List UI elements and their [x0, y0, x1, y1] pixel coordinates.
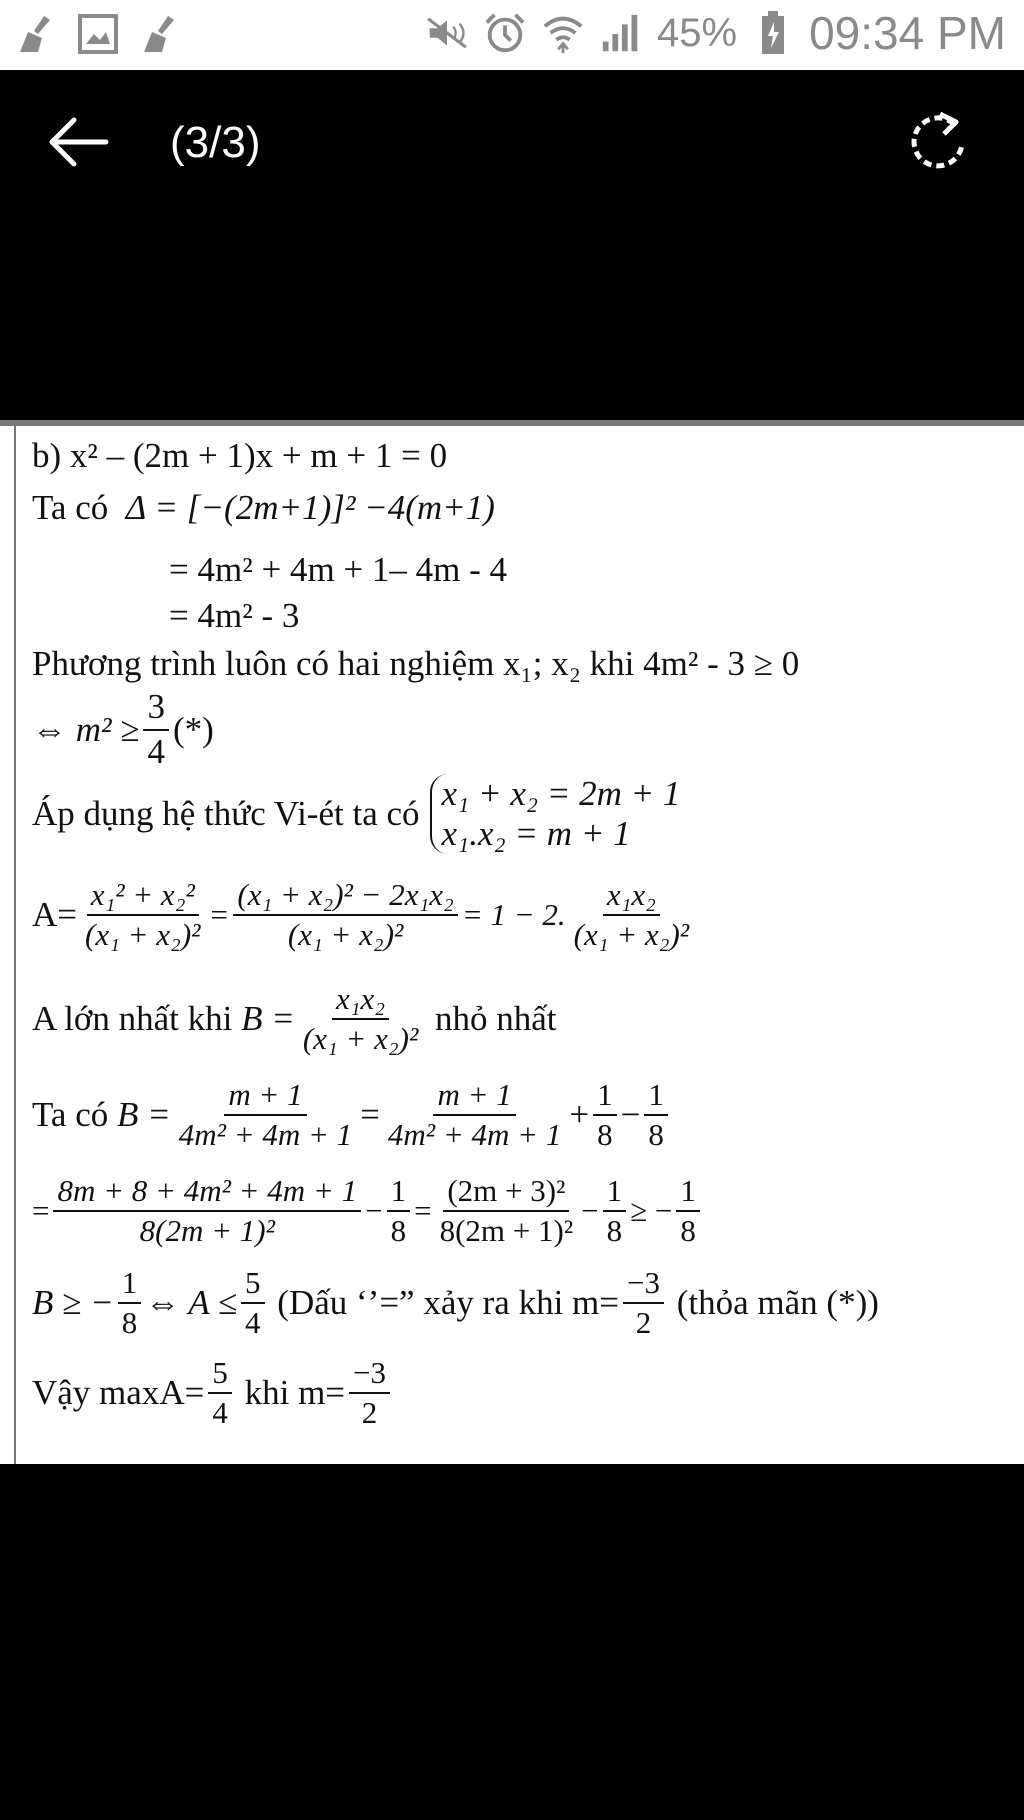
math: = 4m² + 4m + 1– 4m - 4 — [169, 550, 508, 589]
math: B = — [241, 999, 295, 1039]
denominator: 4 — [212, 1395, 228, 1431]
numerator: 1 — [593, 1078, 617, 1116]
fraction — [208, 1356, 232, 1430]
page-title: (3/3) — [170, 118, 261, 167]
equation-system — [430, 774, 681, 854]
math: ⇔ A ≤ — [145, 1283, 238, 1323]
text: Vậy maxA= — [32, 1373, 205, 1413]
numerator: 1 — [387, 1174, 411, 1212]
numerator: 1 — [603, 1174, 627, 1212]
fraction — [387, 1174, 411, 1248]
line-equality — [32, 1266, 879, 1340]
system-eq-2: x₁.x₂ = m + 1 — [441, 814, 631, 853]
numerator: −3 — [623, 1266, 664, 1304]
refresh-button[interactable] — [904, 108, 974, 178]
denominator: 8 — [597, 1117, 613, 1153]
battery-percentage: 45% — [657, 10, 738, 55]
numerator: 5 — [208, 1356, 232, 1394]
fraction — [241, 1266, 265, 1340]
denominator: 4 — [147, 731, 165, 771]
fraction — [175, 1078, 356, 1152]
denominator: 4 — [245, 1305, 261, 1341]
denominator: 4m² + 4m + 1 — [387, 1117, 562, 1153]
refresh-icon — [904, 108, 974, 178]
fraction — [143, 688, 169, 771]
fraction — [299, 982, 422, 1056]
numerator: 1 — [644, 1078, 668, 1116]
line-B-expression — [32, 1078, 672, 1152]
fraction — [436, 1174, 578, 1248]
wifi-icon — [541, 9, 585, 57]
line-B-simplify — [32, 1174, 704, 1248]
app-bar — [0, 70, 1024, 420]
text: = — [360, 1095, 380, 1135]
numerator: m + 1 — [224, 1078, 306, 1116]
fraction — [593, 1078, 617, 1152]
fraction — [349, 1356, 390, 1430]
math: Δ = [−(2m+1)]² −4(m+1) — [125, 488, 495, 527]
numerator: x₁x₂ — [603, 878, 660, 916]
text: nhỏ nhất — [435, 999, 557, 1039]
line-A-max — [32, 982, 557, 1056]
denominator: (x₁ + x₂)² — [302, 1021, 419, 1057]
line-m-condition — [32, 688, 214, 771]
text: Phương trình luôn có hai nghiệm x₁; x₂ khi 4m² - 3 ≥ 0 — [32, 644, 800, 683]
text: (Dấu ‘’=” xảy ra khi m= — [277, 1283, 620, 1323]
text: khi m= — [244, 1373, 346, 1413]
arrow-left-icon — [44, 112, 114, 172]
back-button[interactable] — [44, 112, 114, 172]
numerator: (x₁ + x₂)² − 2x₁x₂ — [233, 878, 457, 916]
text: − — [620, 1095, 641, 1135]
text: Áp dụng hệ thức Vi-ét ta có — [32, 794, 420, 833]
numerator: x₁² + x₂² — [87, 878, 199, 916]
denominator: 8 — [121, 1305, 138, 1341]
numerator: (2m + 3)² — [443, 1174, 569, 1212]
line-A-expression — [32, 878, 697, 952]
signal-icon — [599, 9, 643, 57]
status-bar-left — [14, 10, 182, 58]
fraction — [118, 1266, 142, 1340]
numerator: x₁x₂ — [332, 982, 389, 1020]
fraction — [233, 878, 457, 952]
numerator: 5 — [241, 1266, 265, 1304]
text: = — [32, 1193, 50, 1229]
text: + — [569, 1095, 590, 1135]
numerator: 8m + 8 + 4m² + 4m + 1 — [53, 1174, 361, 1212]
denominator: 8(2m + 1)² — [139, 1213, 275, 1249]
text: (*) — [172, 709, 214, 749]
denominator: 2 — [635, 1305, 652, 1341]
text: − — [365, 1193, 383, 1229]
line-vieta — [32, 774, 681, 854]
fraction — [603, 1174, 627, 1248]
denominator: 8(2m + 1)² — [439, 1213, 574, 1249]
numerator: 3 — [143, 688, 169, 731]
denominator: (x₁ + x₂)² — [573, 917, 690, 953]
text: = 1 − 2. — [461, 897, 566, 933]
status-time: 09:34 PM — [809, 7, 1006, 59]
numerator: m + 1 — [433, 1078, 515, 1116]
math: ⇔ m² ≥ — [32, 709, 140, 749]
denominator: (x₁ + x₂)² — [287, 917, 404, 953]
denominator: 8 — [606, 1213, 623, 1249]
image-icon — [76, 10, 120, 58]
battery-icon — [751, 9, 795, 57]
text: − — [581, 1193, 599, 1229]
fraction — [53, 1174, 361, 1248]
document-page[interactable] — [0, 420, 1024, 1464]
math: = 4m² - 3 — [169, 596, 300, 635]
math: B ≥ − — [32, 1283, 114, 1323]
fraction — [676, 1174, 700, 1248]
equation-text: b) x² – (2m + 1)x + m + 1 = 0 — [32, 436, 448, 475]
text: (thỏa mãn (*)) — [676, 1283, 879, 1323]
fraction — [644, 1078, 668, 1152]
fraction — [570, 878, 693, 952]
fraction — [384, 1078, 565, 1152]
denominator: 4m² + 4m + 1 — [178, 1117, 353, 1153]
fraction — [623, 1266, 664, 1340]
text: = — [414, 1193, 432, 1229]
alarm-icon — [483, 9, 527, 57]
numerator: −3 — [349, 1356, 390, 1394]
line-equation — [32, 436, 447, 476]
line-condition — [32, 644, 799, 684]
bottom-blank-area — [0, 1464, 1024, 1820]
text: Ta có — [32, 488, 109, 527]
numerator: 1 — [676, 1174, 700, 1212]
line-delta-result — [169, 596, 299, 636]
mute-icon — [425, 9, 469, 57]
line-delta — [32, 488, 495, 528]
broom-icon — [138, 10, 182, 58]
math: B = — [117, 1095, 171, 1135]
line-delta-expand — [169, 550, 507, 590]
denominator: 8 — [680, 1213, 696, 1249]
text: Ta có — [32, 1095, 109, 1135]
text: A= — [32, 895, 78, 935]
text: ≥ − — [630, 1193, 673, 1229]
line-conclusion — [32, 1356, 394, 1430]
denominator: (x₁ + x₂)² — [85, 917, 201, 953]
status-bar — [0, 0, 1024, 70]
text: A lớn nhất khi — [32, 999, 233, 1039]
document-frame — [14, 426, 1024, 1464]
status-bar-right — [425, 6, 1006, 60]
text: = — [208, 897, 230, 933]
broom-icon — [14, 10, 58, 58]
denominator: 8 — [390, 1213, 407, 1249]
fraction — [81, 878, 204, 952]
system-eq-1: x₁ + x₂ = 2m + 1 — [441, 774, 681, 813]
denominator: 2 — [361, 1395, 378, 1431]
denominator: 8 — [648, 1117, 664, 1153]
numerator: 1 — [118, 1266, 142, 1304]
